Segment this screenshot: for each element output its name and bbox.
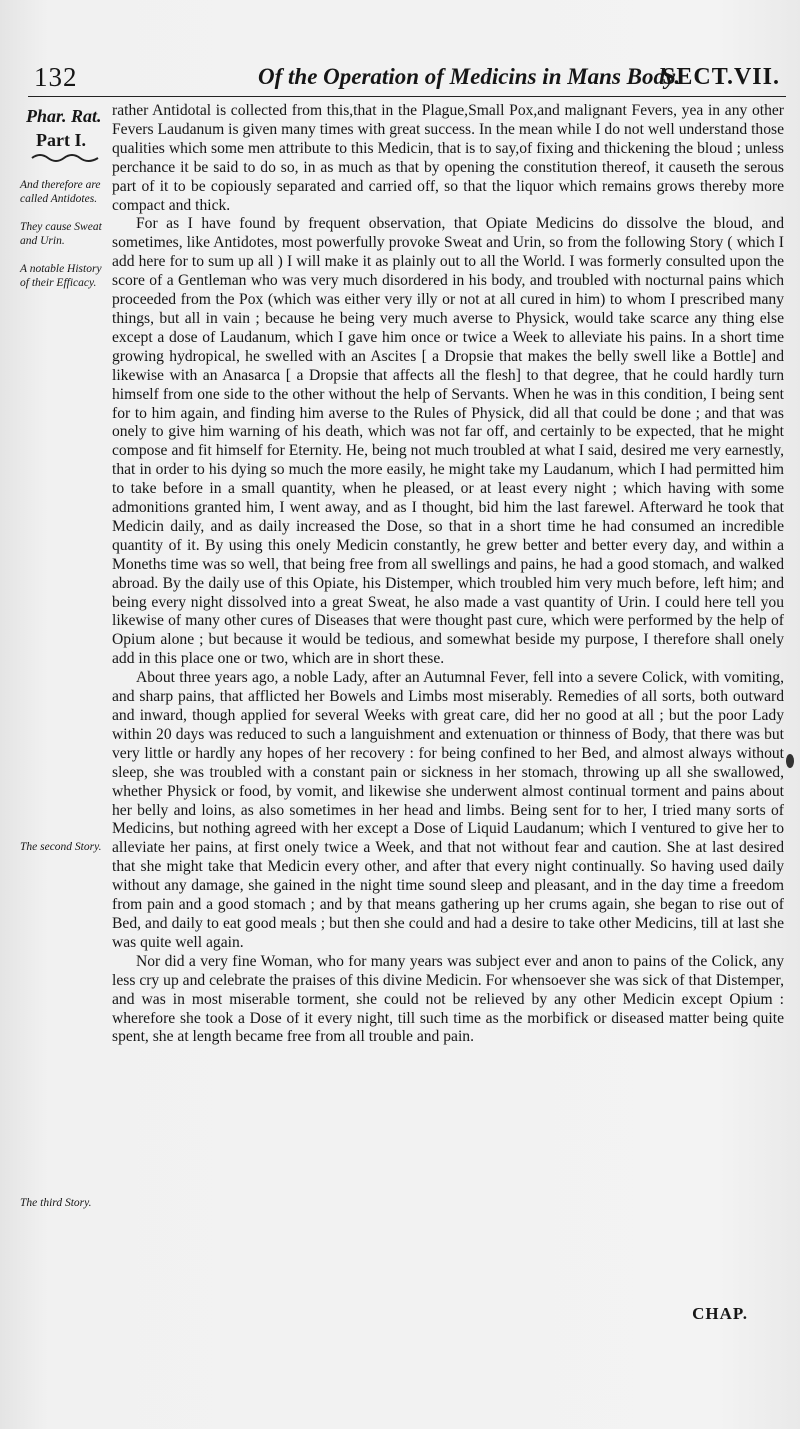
paragraph: Nor did a very fine Woman, who for many years was subject ever and anon to pains of the Colick, any less cry up and celebrate the praises of this divine Medicin. For whensoever she was sick of that Distemper, and was in most miserable torment, she could not be relieved by any other Medicin except Opium : wherefore she took a Dose of it every night, till such time as the morbifick or diseased matter being quite spent, she at length became free from all trouble and pain. xyxy=(112,952,784,1046)
running-title: Of the Operation of Medicins in Mans Body. xyxy=(258,64,681,89)
margin-note-second-story: The second Story. xyxy=(20,841,102,853)
paragraph: rather Antidotal is collected from this,that in the Plague,Small Pox,and malignant Fevers, yea in any other Fevers Laudanum is given many times with great success. In the mean while I do not well understand those qualities which some men attribute to this Medicin, that is to say,of fixing and thickening the bloud ; unless perchance it be said to do so, in as much as that by opening the constitution thereof, it causeth the serous part of it to be copiously separated and carried off, so that the liquor which remains grows thereby more compact and thick. xyxy=(112,102,784,214)
catchword: CHAP. xyxy=(692,1304,748,1323)
flourish-ornament-icon xyxy=(30,152,100,164)
paragraph: About three years ago, a noble Lady, after an Autumnal Fever, fell into a severe Colick, with vomiting, and sharp pains, that afflicted her Bowels and Limbs most miserably. Remedies of all sorts, both outward and inward, though applied for several Weeks with great care, did her no good at all ; but the poor Lady within 20 days was reduced to such a languishment and extenuation or thinness of Body, that there was but very little or hardly any hopes of her recovery : for being confined to her Bed, and almost always without sleep, she was troubled with a constant pain or sickness in her stomach, throwing up all she swallowed, whether Physick or food, by vomit, and likewise she underwent almost continual torment and pains about her belly and loins, as also sometimes in her head and limbs. Being sent for to her, I tried many sorts of Medicins, but nothing agreed with her except a Dose of Liquid Laudanum; which I ventured to give her to alleviate her pains, at first onely twice a Week, and that not without fear and caution. She at last desired that she might take that Medicin every other, and after that every night continually. So having used daily without any damage, she gained in the night time sound sleep and pleasant, and in the day time a freedom from pain and a good stomach ; and by that means gathering up her crums again, she began to rise out of Bed, and daily to eat good meals ; but then she could and had a desire to take other Medicins, till at last she was quite well again. xyxy=(112,669,784,951)
page-header xyxy=(28,62,786,97)
margin-note-third-story: The third Story. xyxy=(20,1197,92,1209)
margin-part: Part I. xyxy=(36,130,86,150)
body-text xyxy=(112,102,784,1047)
margin-note-antidotes: And therefore are called Antidotes. xyxy=(20,179,101,205)
margin-pharmacopoeia: Phar. Rat. xyxy=(26,106,102,126)
paragraph: For as I have found by frequent observation, that Opiate Medicins do dissolve the bloud, and sometimes, like Antidotes, most powerfully provoke Sweat and Urin, so from the following Story ( which I add here for to sum up all ) I will make it as plainly out to all the World. I was formerly consulted upon the score of a Gentleman who was very much disordered in his body, and troubled with nocturnal pains which proceeded from the Pox (which was either very illy or not at all cured in him) to whom I prescribed many things, but all in vain ; because he being very much averse to Physick, would take scarce any thing else except a dose of Laudanum, which I gave him once or twice a Week to alleviate his pains. In a short time growing hydropical, he swelled with an Ascites [ a Dropsie that makes the belly swell like a Bottle] and likewise with an Anasarca [ a Dropsie that affects all the flesh] to that degree, that he could hardly turn himself from one side to the other without the help of Servants. When he was in this condition, I being sent for to him again, and finding him averse to the Rules of Physick, did all that could be done ; and that was onely to give him warning of his death, which was not far off, and certainly to be expected, that he might compose and fit himself for Eternity. He, being not much troubled at what I said, desired me very earnestly, that in order to his dying so much the more easily, he might take my Laudanum, which I had permitted him to take before in a small quantity, when he pleased, or at least every night ; which having with some admonitions granted him, I went away, and as I thought, bid him the last farewel. Afterward he took that Medicin daily, and as daily increased the Dose, so that in a short time he had consumed an incredible quantity of it. By using this onely Medicin constantly, he grew better and better every day, and within a Moneths time was so well, that being free from all swellings and pains, he had a good stomach, and walked abroad. By the daily use of this Opiate, his Distemper, which troubled him very much before, left him; and being every night dissolved into a great Sweat, he also made a vast quantity of Urin. I could here tell you likewise of many other cures of Diseases that were thought past cure, which were performed by the help of Opium alone ; but because it would be tedious, and somewhat beside my purpose, I therefore shall onely add in this place one or two, which are in short these. xyxy=(112,215,784,668)
margin-note-history: A notable History of their Efficacy. xyxy=(20,263,102,289)
section-label: SECT.VII. xyxy=(662,64,780,90)
page-number: 132 xyxy=(34,62,78,92)
margin-note-sweat: They cause Sweat and Urin. xyxy=(20,221,102,247)
ink-spot xyxy=(786,754,794,768)
